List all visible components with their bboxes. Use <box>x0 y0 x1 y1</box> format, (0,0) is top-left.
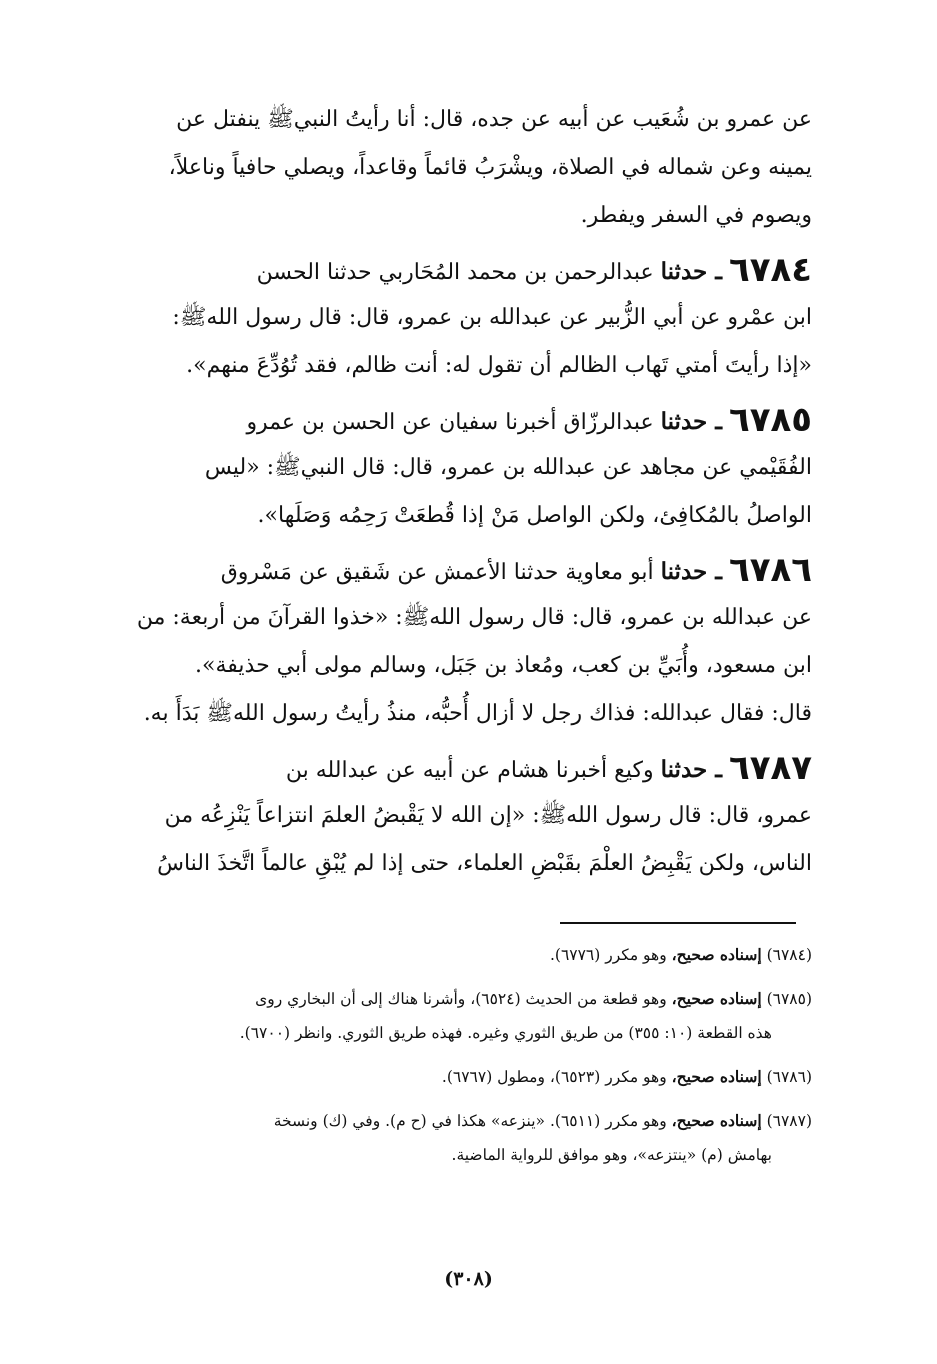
footnote-text: وهو قطعة من الحديث (٦٥٢٤)، وأشرنا هناك إلى أن البخاري روى <box>255 990 667 1008</box>
footnote-grade: إسناده صحيح، <box>671 989 762 1008</box>
hadith-text: عبدالرحمن بن محمد المُحَاربي حدثنا الحسن <box>256 260 654 285</box>
hadith-number: ٦٧٨٧ <box>728 748 812 788</box>
hadith-number: ٦٧٨٥ <box>728 400 812 440</box>
footnote-text: وهو مكرر (٦٥٢٣)، ومطول (٦٧٦٧). <box>441 1068 667 1086</box>
footnote-separator <box>560 922 796 924</box>
footnote-continuation: هذه القطعة (١٠: ٣٥٥) من طريق الثوري وغيره. فهذه طريق الثوري. وانظر (٦٧٠٠). <box>239 1024 772 1042</box>
hadith-label: ـ حدثنا <box>660 756 722 783</box>
text-line: عمرو، قال: قال رسول اللهﷺ: «إن الله لا يَقْبضُ العلمَ انتزاعاً يَنْزِعُه من <box>164 803 812 828</box>
hadith-first-line <box>92 546 812 594</box>
text-line: «إذا رأيتَ أمتي تَهاب الظالم أن تقول له: أنت ظالم، فقد تُوُدِّعَ منهم». <box>186 353 812 378</box>
hadith-text: وكيع أخبرنا هشام عن أبيه عن عبدالله بن <box>285 758 654 783</box>
text-line: الفُقَيْمي عن مجاهد عن عبدالله بن عمرو، قال: قال النبيﷺ: «ليس <box>204 455 812 480</box>
hadith-6786 <box>92 546 812 738</box>
main-text <box>92 96 812 888</box>
text-line: الناس، ولكن يَقْبِضُ العلْمَ بقَبْضِ العلماء، حتى إذا لم يُبْقِ عالماً اتَّخذَ الناسُ <box>157 851 812 876</box>
footnote-text: وهو مكرر (٦٥١١). «ينزعه» هكذا في (ح م). وفي (ك) ونسخة <box>273 1112 667 1130</box>
footnote-6787 <box>92 1104 812 1138</box>
footnote-id: (٦٧٨٦) <box>766 1068 812 1086</box>
text-line: قال: فقال عبدالله: فذاك رجل لا أزال أُحبُّه، منذُ رأيتُ رسول اللهﷺ بَدَأَ به. <box>143 701 812 726</box>
footnote-id: (٦٧٨٤) <box>766 946 812 964</box>
footnote-6786 <box>92 1060 812 1094</box>
hadith-label: ـ حدثنا <box>660 558 722 585</box>
footnote-text: وهو مكرر (٦٧٧٦). <box>549 946 667 964</box>
text-line: الواصلُ بالمُكافِئ، ولكن الواصل مَنْ إذا قُطعَتْ رَحِمُه وَصَلَها». <box>257 503 812 528</box>
text-line: ويصوم في السفر ويفطر. <box>580 203 812 228</box>
intro-paragraph <box>92 96 812 240</box>
footnote-6785 <box>92 982 812 1016</box>
footnote-grade: إسناده صحيح، <box>671 1067 762 1086</box>
text-line: ابن عمْرو عن أبي الزُّبير عن عبدالله بن عمرو، قال: قال رسول اللهﷺ: <box>172 305 812 330</box>
hadith-label: ـ حدثنا <box>660 408 722 435</box>
hadith-first-line <box>92 744 812 792</box>
hadith-text: عبدالرزّاق أخبرنا سفيان عن الحسن بن عمرو <box>246 410 654 435</box>
footnote-grade: إسناده صحيح، <box>671 945 762 964</box>
footnote-6784 <box>92 938 812 972</box>
text-line: يمينه وعن شماله في الصلاة، ويشْرَبُ قائماً وقاعداً، ويصلي حافياً وناعلاً، <box>168 155 812 180</box>
text-line: ابن مسعود، وأُبَيِّ بن كعب، ومُعاذ بن جَبَل، وسالم مولى أبي حذيفة». <box>195 653 812 678</box>
footnote-id: (٦٧٨٧) <box>766 1112 812 1130</box>
hadith-text: أبو معاوية حدثنا الأعمش عن شَقيق عن مَسْروق <box>220 560 654 585</box>
text-line: عن عبدالله بن عمرو، قال: قال رسول اللهﷺ: «خذوا القرآنَ من أربعة: من <box>136 605 812 630</box>
hadith-6784 <box>92 246 812 390</box>
footnotes <box>92 938 812 1172</box>
hadith-label: ـ حدثنا <box>660 258 722 285</box>
hadith-number: ٦٧٨٤ <box>728 250 812 290</box>
hadith-6787 <box>92 744 812 888</box>
footnote-grade: إسناده صحيح، <box>671 1111 762 1130</box>
hadith-number: ٦٧٨٦ <box>728 550 812 590</box>
text-line: عن عمرو بن شُعَيب عن أبيه عن جده، قال: أنا رأيتُ النبيﷺ ينفتل عن <box>176 107 812 132</box>
footnote-continuation: بهامش (م) «ينتزعه»، وهو موافق للرواية الماضية. <box>451 1146 772 1164</box>
hadith-first-line <box>92 246 812 294</box>
footnote-id: (٦٧٨٥) <box>766 990 812 1008</box>
hadith-6785 <box>92 396 812 540</box>
page-number: (٣٠٨) <box>444 1268 493 1290</box>
hadith-first-line <box>92 396 812 444</box>
